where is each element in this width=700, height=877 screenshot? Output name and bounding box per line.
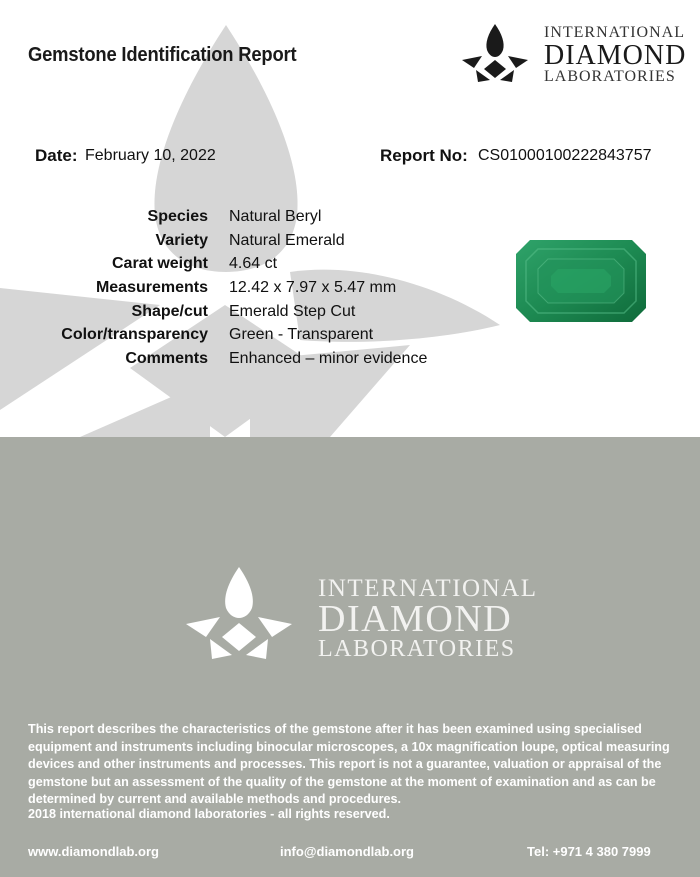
brand-line-diamond: DIAMOND [544,40,687,71]
spec-row-shape-cut [0,301,460,325]
website-link[interactable]: www.diamondlab.org [28,844,159,859]
spec-row-comments [0,348,460,372]
disclaimer-paragraph: This report describes the characteristics of the gemstone after it has been examined using specialised equipment and instruments including binocular microscopes, a 10x magnification loupe, optical measuring devices and other instruments and processes. This report is not a guarantee, valuation or appraisal of the gemstone but an assessment of the quality of the gemstone at the moment of examination and as can be determined by current and available methods and procedures. [28,722,670,807]
spec-label: Shape/cut [131,302,208,320]
spec-value: Green - Transparent [229,326,374,344]
date-label: Date: [35,146,78,165]
copyright-notice: 2018 international diamond laboratories - all rights reserved. [28,807,390,821]
spec-label: Color/transparency [61,326,208,344]
brand-line-laboratories: LABORATORIES [318,636,516,662]
date-value: February 10, 2022 [85,147,216,164]
brand-leaf-icon [460,24,530,84]
spec-label: Comments [125,350,208,368]
report-number-value: CS01000100222843757 [478,147,652,164]
spec-row-carat-weight [0,253,460,277]
spec-row-color-transparency [0,324,460,348]
report-header-section [0,0,700,437]
spec-row-species [0,206,460,230]
email-link[interactable]: info@diamondlab.org [280,844,414,859]
spec-row-variety [0,230,460,254]
spec-value: 12.42 x 7.97 x 5.47 mm [229,279,397,297]
spec-row-measurements [0,277,460,301]
emerald-gem-image [516,240,646,322]
spec-value: Natural Emerald [229,231,345,249]
report-number-label: Report No: [380,146,468,165]
brand-line-laboratories: LABORATORIES [544,68,676,85]
phone-number: Tel: +971 4 380 7999 [527,844,651,859]
brand-line-international: INTERNATIONAL [318,575,538,602]
spec-value: Enhanced – minor evidence [229,350,428,368]
spec-label: Carat weight [111,255,208,273]
spec-value: Emerald Step Cut [229,302,356,320]
report-footer-section [0,437,700,877]
report-title: Gemstone Identification Report [28,44,297,66]
spec-value: Natural Beryl [229,208,322,225]
brand-line-diamond: DIAMOND [318,598,513,640]
spec-label: Variety [155,231,208,249]
spec-value: 4.64 ct [229,255,278,273]
brand-leaf-icon-white [184,567,294,659]
spec-label: Species [147,208,208,225]
disclaimer-text [28,721,678,809]
spec-label: Measurements [95,279,208,297]
gem-specs-list [0,206,460,372]
brand-line-international: INTERNATIONAL [544,24,685,41]
